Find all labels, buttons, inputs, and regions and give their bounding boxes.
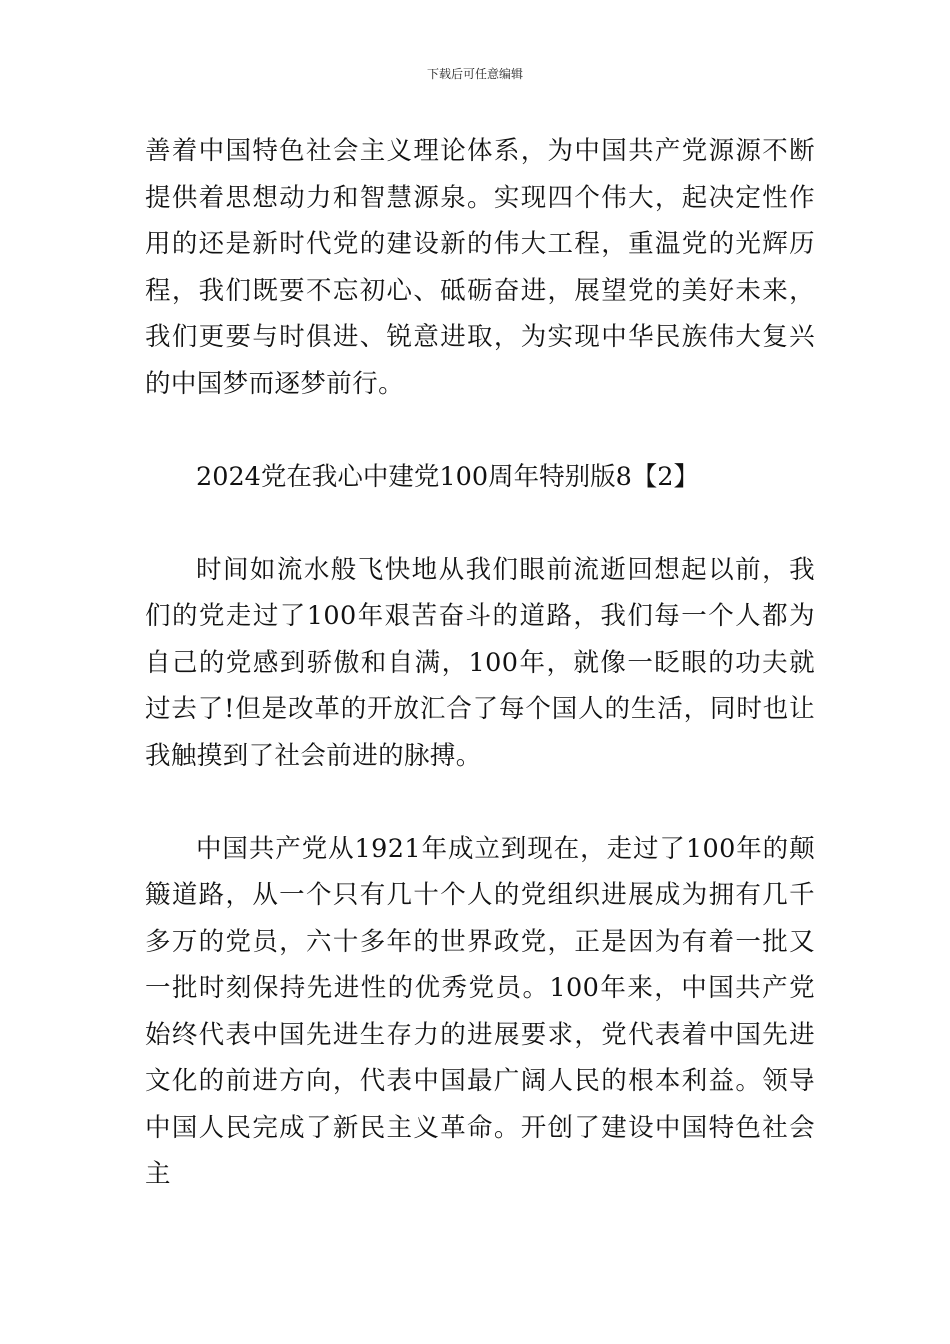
paragraph-time-flows: 时间如流水般飞快地从我们眼前流逝回想起以前，我们的党走过了100年艰苦奋斗的道路，我们每一个人都为自己的党感到骄傲和自满，100年，就像一眨眼的功夫就过去了!但是改革的开放汇合了每个国人的生活，同时也让我触摸到了社会前进的脉搏。 — [145, 554, 815, 771]
section-heading: 2024党在我心中建党100周年特别版8【2】 — [196, 461, 700, 492]
paragraph-gap — [145, 779, 815, 826]
paragraph-gap — [145, 500, 815, 547]
paragraph-continued: 善着中国特色社会主义理论体系，为中国共产党源源不断提供着思想动力和智慧源泉。实现四个伟大，起决定性作用的还是新时代党的建设新的伟大工程，重温党的光辉历程，我们既要不忘初心、砥砺奋进，展望党的美好未来，我们更要与时俱进、锐意进取，为实现中华民族伟大复兴的中国梦而逐梦前行。 — [145, 136, 815, 399]
page-header-note: 下载后可任意编辑 — [426, 67, 523, 81]
paragraph-gap — [145, 407, 815, 454]
document-body — [145, 128, 815, 1198]
paragraph-party-history: 中国共产党从1921年成立到现在，走过了100年的颠簸道路，从一个只有几十个人的党组织进展成为拥有几千多万的党员，六十多年的世界政党，正是因为有着一批又一批时刻保持先进性的优秀党员。100年来，中国共产党始终代表中国先进生存力的进展要求，党代表着中国先进文化的前进方向，代表中国最广阔人民的根本利益。领导中国人民完成了新民主义革命。开创了建设中国特色社会主 — [145, 833, 815, 1189]
